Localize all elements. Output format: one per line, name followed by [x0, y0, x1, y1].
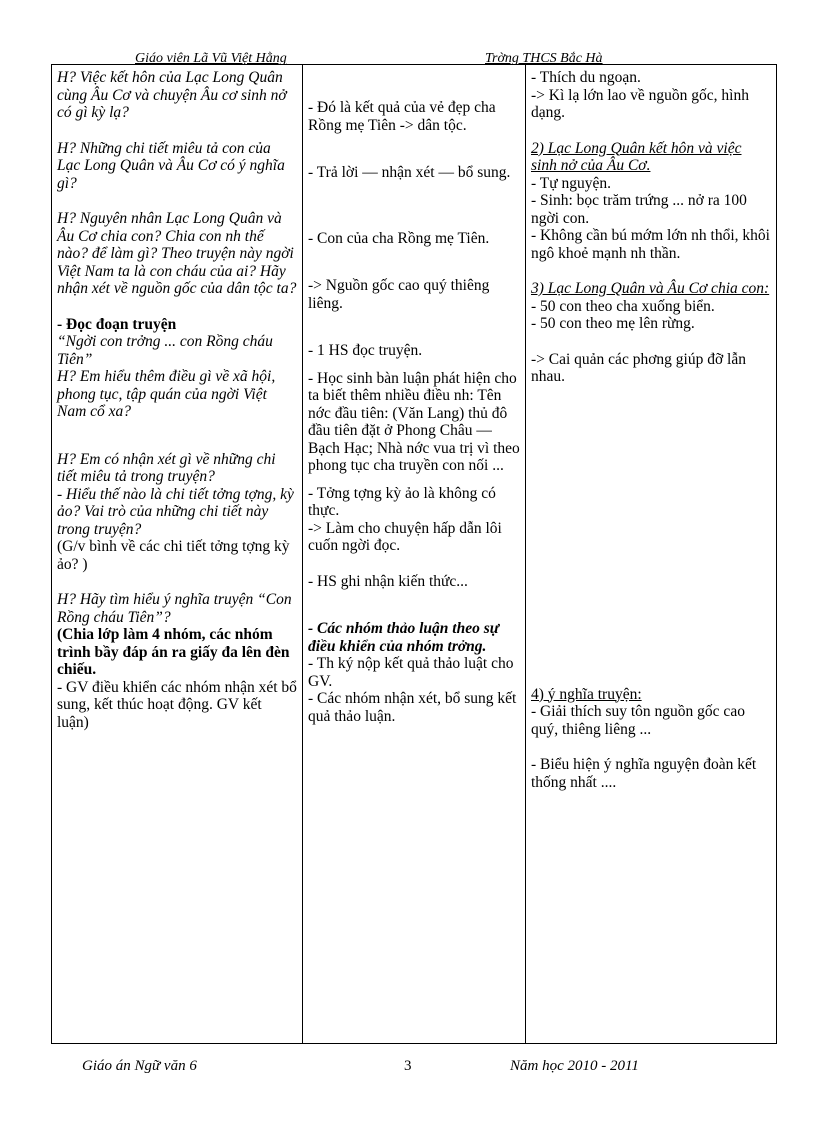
answer-7: - Tởng tợng kỳ ảo là không có thực. [308, 484, 496, 519]
answer-3: - Con của cha Rồng mẹ Tiên. [308, 229, 490, 247]
section-2-heading: 2) Lạc Long Quân kết hôn và việc sinh nở của Âu Cơ. [531, 139, 742, 174]
read-passage: “Ngời con trởng ... con Rồng cháu Tiên” [57, 333, 273, 368]
question-5: H? Em có nhận xét gì về những chi tiết miêu tả trong truyện? [57, 450, 276, 485]
footer-page-number: 3 [404, 1058, 412, 1074]
header-teacher: Giáo viên Lã Vũ Việt Hằng [135, 51, 287, 66]
content-column [526, 65, 777, 1044]
question-2: H? Những chi tiết miêu tả con của Lạc Long Quân và Âu Cơ có ý nghĩa gì? [57, 139, 285, 192]
answer-6: - Học sinh bàn luận phát hiện cho ta biết thêm nhiều điều nh: Tên nớc đầu tiên: (Văn Lang) thủ đô đầu tiên đặt ở Phong Châu — Bạch Hạc; Nhà nớc vua trị vì theo phong tục cha truyền con nối ... [308, 369, 520, 474]
answer-12: - Các nhóm nhận xét, bổ sung kết quả thảo luận. [308, 690, 517, 725]
question-6: - Hiểu thế nào là chi tiết tởng tợng, kỳ ảo? Vai trò của những chi tiết này trong truyện? [57, 485, 294, 538]
note-10: - Biểu hiện ý nghĩa nguyện đoàn kết thống nhất .... [531, 756, 757, 791]
question-1: H? Việc kết hôn của Lạc Long Quân cùng Âu Cơ và chuyện Âu cơ sinh nở có gì kỳ lạ? [57, 69, 287, 121]
answer-11: - Th ký nộp kết quả thảo luật cho GV. [308, 655, 514, 690]
section-4-heading: 4) ý nghĩa truyện: [531, 685, 642, 703]
answer-1: - Đó là kết quả của vẻ đẹp cha Rồng mẹ Tiên -> dân tộc. [308, 99, 496, 134]
student-activity-column [303, 65, 526, 1044]
note-2: -> Kì lạ lớn lao về nguồn gốc, hình dạng. [531, 86, 749, 121]
note-5: - Không cần bú mớm lớn nh thổi, khôi ngô khoẻ mạnh nh thần. [531, 227, 770, 262]
table-row [52, 65, 777, 1044]
answer-9: - HS ghi nhận kiến thức... [308, 572, 468, 590]
question-3: H? Nguyên nhân Lạc Long Quân và Âu Cơ chia con? Chia con nh thế nào? để làm gì? Theo truyện này ngời Việt Nam ta là con cháu của ai? Hãy nhận xét về nguồn gốc của dân tộc ta? [57, 210, 297, 297]
group-instruction: (Chia lớp làm 4 nhóm, các nhóm trình bầy đáp án ra giấy đa lên đèn chiếu. [57, 626, 290, 678]
teacher-conclusion: - GV điều khiển các nhóm nhận xét bổ sung, kết thúc hoạt động. GV kết luận) [57, 678, 297, 731]
answer-2: - Trả lời — nhận xét — bổ sung. [308, 164, 511, 181]
answer-10: - Các nhóm thảo luận theo sự điều khiển của nhóm trởng. [308, 620, 500, 655]
note-4: - Sinh: bọc trăm trứng ... nở ra 100 ngời con. [531, 192, 747, 227]
note-8: -> Cai quản các phơng giúp đỡ lẫn nhau. [531, 350, 746, 385]
footer-year: Năm học 2010 - 2011 [510, 1058, 639, 1074]
note-3: - Tự nguyện. [531, 174, 612, 192]
question-4: H? Em hiểu thêm điều gì về xã hội, phong tục, tập quán của ngời Việt Nam cổ xa? [57, 368, 276, 420]
question-7: H? Hãy tìm hiểu ý nghĩa truyện “Con Rồng cháu Tiên”? [57, 591, 292, 626]
note-1: - Thích du ngoạn. [531, 69, 641, 86]
footer-course: Giáo án Ngữ văn 6 [82, 1058, 197, 1074]
answer-4: -> Nguồn gốc cao quý thiêng liêng. [308, 277, 490, 312]
note-9: - Giải thích suy tôn nguồn gốc cao quý, thiêng liêng ... [531, 703, 745, 738]
answer-8: -> Làm cho chuyện hấp dẫn lôi cuốn ngời đọc. [308, 519, 502, 554]
lesson-table [51, 64, 777, 1044]
teacher-note: (G/v bình về các chi tiết tởng tợng kỳ ảo? ) [57, 538, 290, 573]
answer-5: - 1 HS đọc truyện. [308, 342, 423, 359]
note-7: - 50 con theo mẹ lên rừng. [531, 315, 695, 332]
section-3-heading: 3) Lạc Long Quân và Âu Cơ chia con: [531, 280, 770, 297]
note-6: - 50 con theo cha xuống biển. [531, 297, 715, 315]
read-instruction: - Đọc đoạn truyện [57, 315, 177, 333]
teacher-activity-column [52, 65, 303, 1044]
header-school: Trờng THCS Bắc Hà [485, 51, 603, 66]
